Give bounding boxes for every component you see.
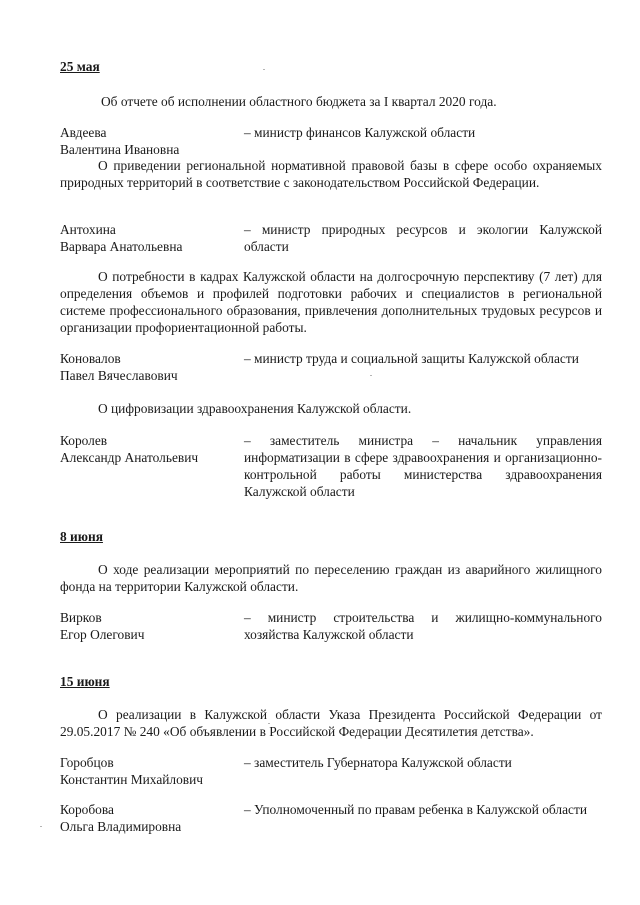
speaker-name [60,221,240,255]
agenda-topic: О реализации в Калужской области Указа Президента Российской Федерации от 29.05.2017 № 240 «Об объявлении в Российской Федерации Десятилетия детства». [60,707,602,739]
speaker-given-names: Павел Вячеславович [60,368,178,383]
section-date: 8 июня [60,529,103,544]
speaker-surname: Коновалов [60,351,121,366]
speaker-given-names: Варвара Анатольевна [60,239,183,254]
scan-speck [370,375,372,376]
speaker-surname: Горобцов [60,755,114,770]
speaker-name [60,124,240,158]
speaker-name [60,801,240,835]
speaker-role: – министр финансов Калужской области [244,125,476,140]
speaker-surname: Вирков [60,610,102,625]
speaker-given-names: Ольга Владимировна [60,819,182,834]
section-date: 25 мая [60,59,100,74]
speaker-name [60,432,240,466]
speaker-role: – министр строительства и жилищно-коммунального хозяйства Калужской области [244,610,602,642]
speaker-surname: Авдеева [60,125,107,140]
agenda-topic: О потребности в кадрах Калужской области на долгосрочную перспективу (7 лет) для определения объемов и профилей подготовки рабочих и специалистов в региональной системе профессионального образования, привлечения дополнительных трудовых ресурсов и организации профориентационной работы. [60,269,602,335]
agenda-topic: О приведении региональной нормативной правовой базы в сфере особо охраняемых природных территорий в соответствие с законодательством Российской Федерации. [60,158,602,190]
section-date: 15 июня [60,674,110,689]
speaker-given-names: Егор Олегович [60,627,145,642]
agenda-topic: Об отчете об исполнении областного бюджета за I квартал 2020 года. [101,94,497,109]
agenda-topic: О ходе реализации мероприятий по переселению граждан из аварийного жилищного фонда на территории Калужской области. [60,562,602,594]
speaker-given-names: Валентина Ивановна [60,142,180,157]
speaker-role: – заместитель министра – начальник управления информатизации в сфере здравоохранения и организационно-контрольной работы министерства здравоохранения Калужской области [244,433,602,499]
scan-speck [268,723,270,724]
speaker-role: – министр труда и социальной защиты Калужской области [244,351,579,366]
speaker-given-names: Константин Михайлович [60,772,204,787]
speaker-given-names: Александр Анатольевич [60,450,199,465]
speaker-name [60,754,240,788]
scan-speck [263,69,265,70]
scan-speck [40,826,42,827]
speaker-role: – министр природных ресурсов и экологии Калужской области [244,222,602,254]
speaker-name [60,609,240,643]
speaker-surname: Королев [60,433,108,448]
speaker-surname: Коробова [60,802,114,817]
agenda-topic: О цифровизации здравоохранения Калужской области. [98,401,412,416]
speaker-role: – Уполномоченный по правам ребенка в Калужской области [244,802,588,817]
speaker-surname: Антохина [60,222,116,237]
speaker-role: – заместитель Губернатора Калужской области [244,755,512,770]
speaker-name [60,350,240,384]
